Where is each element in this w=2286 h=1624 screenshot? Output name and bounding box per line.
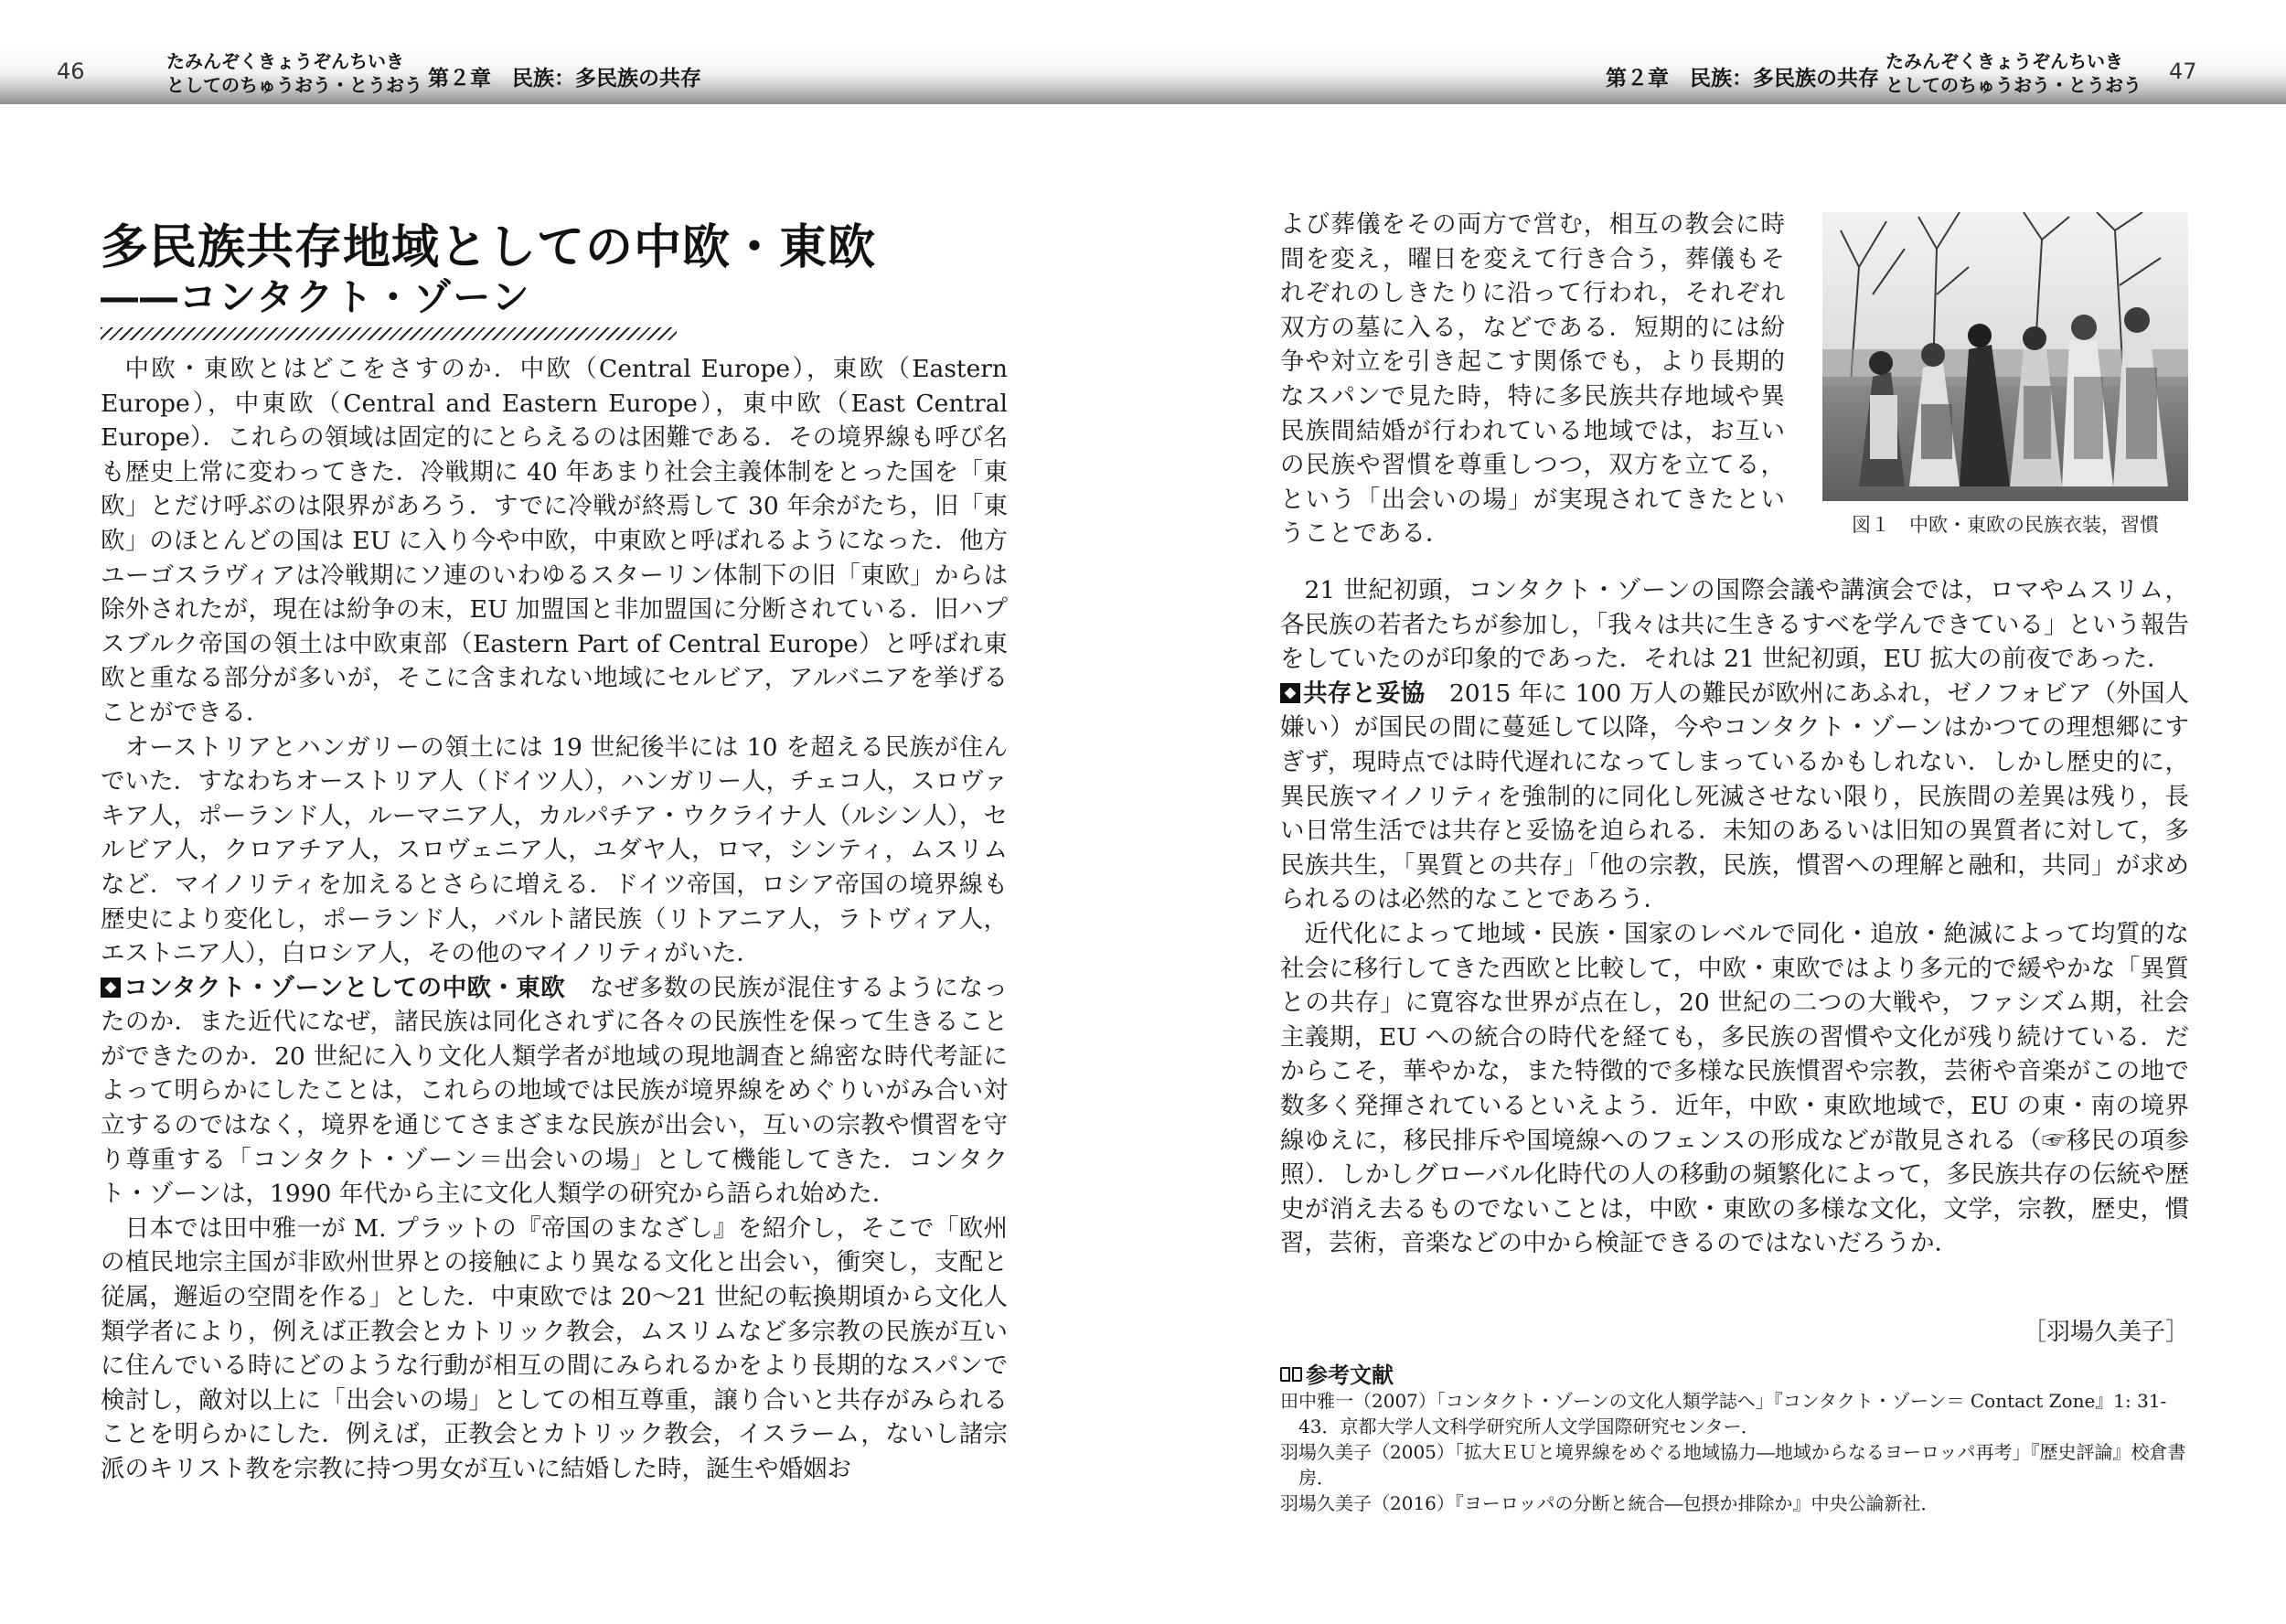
reference-item: 羽場久美子（2016）『ヨーロッパの分断と統合―包摂か排除か』中央公論新社． (1280, 1492, 1939, 1514)
running-header-left (0, 46, 1143, 104)
section-heading-label: コンタクト・ゾーンとしての中欧・東欧 (123, 973, 566, 1002)
article-title: 多民族共存地域としての中欧・東欧 (101, 220, 877, 275)
left-column-text (101, 352, 1008, 1487)
paragraph: 中欧・東欧とはどこをさすのか．中欧（Central Europe），東欧（Eastern Europe），中東欧（Central and Eastern Europe），東中欧（East Central Europe）．これらの領域は固定的にとらえるのは困難である．その境界線も呼び名も歴史上常に変わってきた．冷戦期に 40 年あまり社会主義体制をとった国を「東欧」とだけ呼ぶのは限界があろう．すでに冷戦が終焉して 30 年余がたち，旧「東欧」のほとんどの国は EU に入り今や中欧，中東欧と呼ばれるようになった．他方ユーゴスラヴィアは冷戦期にソ連のいわゆるスターリン体制下の旧「東欧」からは除外されたが，現在は紛争の末，EU 加盟国と非加盟国に分断されている．旧ハプスブルク帝国の領土は中欧東部（Eastern Part of Central Europe）と呼ばれ東欧と重なる部分が多いが，そこに含まれない地域にセルビア，アルバニアを挙げることができる． (101, 355, 1008, 727)
page-number-right: 47 (2169, 59, 2197, 84)
paragraph-text: 2015 年に 100 万人の難民が欧州にあふれ，ゼノフォビア（外国人嫌い）が国民の間に蔓延して以降，今やコンタクト・ゾーンはかつての理想郷にすぎず，現時点では時代遅れになってしまっているかもしれない．しかし歴史的に，異民族マイノリティを強制的に同化し死滅させない限り，民族間の差異は残り，長い日常生活では共存と妥協を迫られる．未知のあるいは旧知の異質者に対して，多民族共生，「異質との共存」「他の宗教，民族，慣習への理解と融和，共同」が求められるのは必然的なことであろう． (1280, 678, 2190, 914)
paragraph: 日本では田中雅一が M. プラットの『帝国のまなざし』を紹介し，そこで「欧州の植民地宗主国が非欧州世界との接触により異なる文化と出会い，衝突し，支配と従属，邂逅の空間を作る」とした．中東欧では 20～21 世紀の転換期頃から文化人類学者により，例えば正教会とカトリック教会，ムスリムなど多宗教の民族が互いに住んでいる時にどのような行動が相互の間にみられるかをより長期的なスパンで検討し，敵対以上に「出会いの場」としての相互尊重，譲り合いと共存がみられることを明らかにした．例えば，正教会とカトリック教会，イスラーム，ないし諸宗派のキリスト教を宗教に持つ男女が互いに結婚した時，誕生や婚姻お (101, 1213, 1008, 1483)
figure-caption: 図１ 中欧・東欧の民族衣装，習慣 (1852, 514, 2159, 536)
right-column-text (1280, 573, 2189, 1261)
series-title-line2: としてのちゅうおう・とうおう (1885, 74, 2142, 96)
section-heading-label: 共存と妥協 (1303, 678, 1426, 708)
right-column-top-text (1280, 208, 1785, 551)
paragraph: よび葬儀をその両方で営む，相互の教会に時間を変え，曜日を変えて行き合う，葬儀もそれぞれのしきたりに沿って行われ，それぞれ双方の墓に入る，などである．短期的には紛争や対立を引き起こす関係でも，より長期的なスパンで見た時，特に多民族共存地域や異民族間結婚が行われている地域では，お互いの民族や習慣を尊重しつつ，双方を立てる，という「出会いの場」が実現されてきたということである． (1280, 210, 1785, 549)
book-icon (1280, 1367, 1302, 1384)
paragraph: 21 世紀初頭，コンタクト・ゾーンの国際会議や講演会では，ロマやムスリム，各民族の若者たちが参加し，「我々は共に生きるすべを学んできている」という報告をしていたのが印象的であった．それは 21 世紀初頭，EU 拡大の前夜であった． (1280, 576, 2189, 674)
references-heading-label: 参考文献 (1306, 1362, 1394, 1388)
series-title-line1: たみんぞくきょうぞんちいき (166, 50, 404, 72)
page-number-left: 46 (57, 59, 85, 84)
references-list (1280, 1388, 2189, 1516)
series-title-line2: としてのちゅうおう・とうおう (166, 74, 422, 96)
chapter-title-right: 第２章 民族：多民族の共存 (1606, 67, 1879, 91)
paragraph: オーストリアとハンガリーの領土には 19 世紀後半には 10 を超える民族が住んでいた．すなわちオーストリア人（ドイツ人），ハンガリー人，チェコ人，スロヴァキア人，ポーランド人，ルーマニア人，カルパチア・ウクライナ人（ルシン人），セルビア人，クロアチア人，スロヴェニア人，ユダヤ人，ロマ，シンティ，ムスリムなど．マイノリティを加えるとさらに増える．ドイツ帝国，ロシア帝国の境界線も歴史により変化し，ポーランド人，バルト諸民族（リトアニア人，ラトヴィア人，エストニア人），白ロシア人，その他のマイノリティがいた． (101, 732, 1008, 968)
paragraph: 近代化によって地域・民族・国家のレベルで同化・追放・絶滅によって均質的な社会に移行してきた西欧と比較して，中欧・東欧ではより多元的で緩やかな「異質との共存」に寛容な世界が点在し，20 世紀の二つの大戦や，ファシズム期，社会主義期，EU への統合の時代を経ても，多民族の習慣や文化が残り続けている．だからこそ，華やかな，また特徴的で多様な民族慣習や宗教，芸術や音楽がこの地で数多く発揮されているといえよう．近年，中欧・東欧地域で，EU の東・南の境界線ゆえに，移民排斥や国境線へのフェンスの形成などが散見される（☞移民の項参照）．しかしグローバル化時代の人の移動の頻繁化によって，多民族共存の伝統や歴史が消え去るものでないことは，中欧・東欧の多様な文化，文学，宗教，歴史，慣習，芸術，音楽などの中から検証できるのではないだろうか． (1280, 919, 2189, 1258)
references-heading (1280, 1357, 1394, 1389)
title-hatch-rule (101, 327, 677, 340)
series-title-right (1885, 49, 2142, 97)
section-heading (1280, 679, 1425, 708)
article-subtitle: ――コンタクト・ゾーン (101, 275, 531, 319)
series-title-left (166, 49, 422, 97)
section-paragraph (101, 971, 1008, 1212)
paragraph-text: なぜ多数の民族が混住するようになったのか．また近代になぜ，諸民族は同化されずに各々の民族性を保って生きることができたのか．20 世紀に入り文化人類学者が地域の現地調査と綿密な時代考証によって明らかにしたことは，これらの地域では民族が境界線をめぐりいがみ合い対立するのではなく，境界を通じてさまざまな民族が出会い，互いの宗教や慣習を守り尊重する「コンタクト・ゾーン＝出会いの場」として機能してきた．コンタクト・ゾーンは，1990 年代から主に文化人類学の研究から語られ始めた． (101, 973, 1008, 1209)
reference-item: 羽場久美子（2005）「拡大ＥＵと境界線をめぐる地域協力―地域からなるヨーロッパ再考」『歴史評論』校倉書房． (1280, 1441, 2186, 1489)
folk-costume-photo-image (1822, 212, 2188, 501)
author-signature: ［羽場久美子］ (2022, 1319, 2189, 1346)
reference-item: 田中雅一（2007）「コンタクト・ゾーンの文化人類学誌へ」『コンタクト・ゾーン＝ Contact Zone』1: 31-43．京都大学人文科学研究所人文学国際研究センター． (1280, 1390, 2167, 1437)
folk-costume-photo (1822, 212, 2188, 501)
running-header-right (1143, 46, 2286, 104)
chapter-title-left: 第２章 民族：多民族の共存 (428, 67, 701, 91)
series-title-line1: たみんぞくきょうぞんちいき (1885, 50, 2123, 72)
section-heading (101, 974, 565, 1002)
diamond-bullet-icon (101, 978, 121, 998)
section-paragraph (1280, 677, 2189, 917)
diamond-bullet-icon (1280, 683, 1300, 703)
